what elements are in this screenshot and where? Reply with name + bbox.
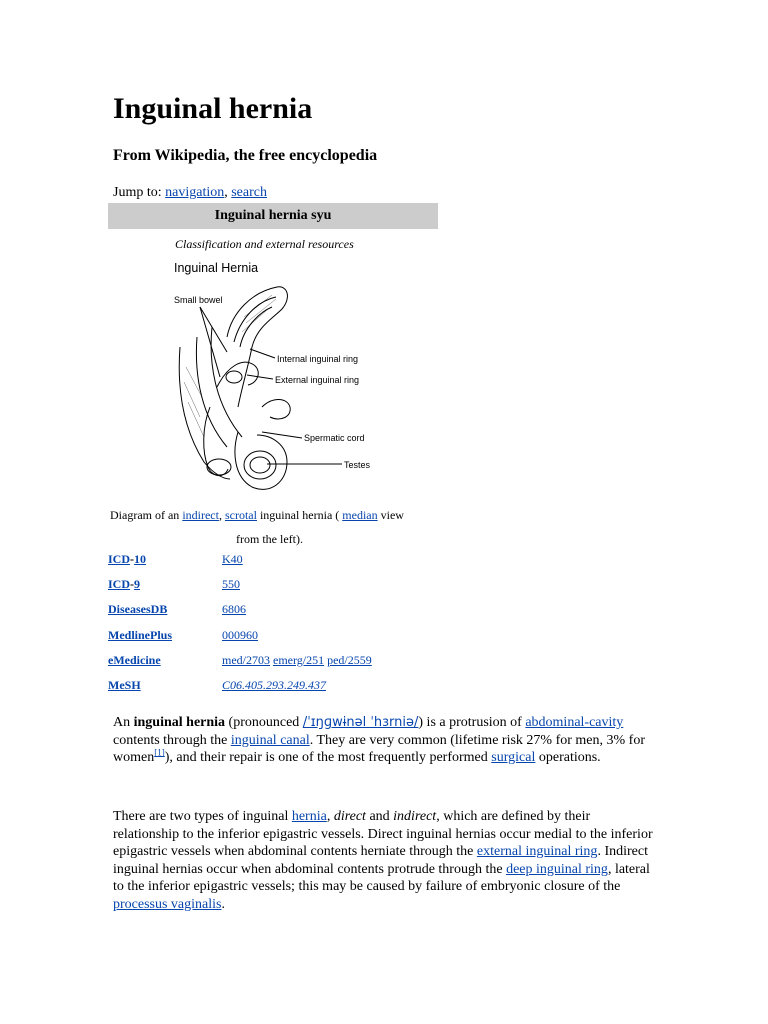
infobox-row-icd9 <box>108 577 448 595</box>
row-key <box>108 552 146 567</box>
text: , <box>326 809 334 824</box>
search-link[interactable]: search <box>231 185 267 200</box>
text: , which are defined by their relationship to the inferior epigastric vessels. Direct inguinal hernias occur medial to the inferior epigastric vessels when abdominal contents herniate through the <box>113 809 653 859</box>
caption-text: , <box>218 508 225 522</box>
jump-separator: , <box>224 185 232 200</box>
mesh-value-link[interactable]: C06.405.293.249.437 <box>222 678 327 692</box>
label-testes: Testes <box>344 460 371 470</box>
medlineplus-link[interactable]: MedlinePlus <box>108 628 173 642</box>
jump-to-bar <box>113 185 267 201</box>
infobox-row-emedicine <box>108 653 448 671</box>
text: ), and their repair is one of the most frequently performed <box>164 750 492 765</box>
diagram-caption <box>110 503 440 551</box>
medlineplus-value-link[interactable]: 000960 <box>222 628 258 642</box>
text: contents through the <box>113 732 231 748</box>
key-separator: - <box>130 577 135 591</box>
infobox-row-medlineplus <box>108 628 448 646</box>
text: , lateral to the inferior epigastric vessels; this may be caused by failure of embryonic closure of the <box>113 861 650 894</box>
hernia-link[interactable]: hernia <box>291 809 327 824</box>
abdominal-cavity-link[interactable]: abdominal-cavity <box>525 715 624 730</box>
infobox-row-icd10 <box>108 552 448 570</box>
diseasesdb-value-link[interactable]: 6806 <box>222 602 246 616</box>
infobox-classification: Classification and external resources <box>175 237 354 251</box>
term-direct: direct <box>333 809 366 824</box>
caption-link-indirect[interactable]: indirect <box>182 508 219 522</box>
icd-link[interactable]: ICD <box>108 552 131 566</box>
icd-10-link[interactable]: 10 <box>134 552 147 566</box>
caption-link-median[interactable]: median <box>342 508 378 522</box>
infobox-row-mesh <box>108 678 448 696</box>
text: . They are very common (lifetime risk 27% for men, 3% for women <box>113 732 645 765</box>
reference-link[interactable]: [1] <box>154 747 165 758</box>
caption-line-2: from the left). <box>236 532 303 546</box>
caption-text: view <box>377 508 404 522</box>
text: and <box>365 809 394 824</box>
external-inguinal-ring-link[interactable]: external inguinal ring <box>476 844 598 859</box>
diagram-title: Inguinal Hernia <box>174 261 259 275</box>
caption-text: inguinal hernia ( <box>256 508 343 522</box>
processus-vaginalis-link[interactable]: processus vaginalis <box>113 896 222 912</box>
surgical-link[interactable]: surgical <box>491 750 536 765</box>
infobox-row-diseasesdb <box>108 602 448 620</box>
caption-text: Diagram of an <box>110 508 183 522</box>
icd-9-link[interactable]: 9 <box>134 577 141 591</box>
jump-prefix: Jump to: <box>113 185 166 200</box>
icd10-value-link[interactable]: K40 <box>222 552 243 566</box>
mesh-link[interactable]: MeSH <box>108 678 141 692</box>
icd9-value-link[interactable]: 550 <box>222 577 240 591</box>
label-spermatic-cord: Spermatic cord <box>304 433 365 443</box>
text: There are two types of inguinal <box>113 809 292 824</box>
deep-inguinal-ring-link[interactable]: deep inguinal ring <box>506 861 608 877</box>
intro-paragraph <box>113 714 658 767</box>
caption-link-scrotal[interactable]: scrotal <box>224 508 257 522</box>
term-indirect: indirect <box>393 809 437 824</box>
pronunciation-link[interactable]: /ˈɪŋɡwɨnəl ˈhɜrniə/ <box>302 715 419 730</box>
text: (pronounced <box>225 715 303 730</box>
text: . Indirect inguinal hernias occur when abdominal contents protrude through the <box>113 844 648 877</box>
row-key <box>108 577 140 592</box>
text: . <box>221 896 225 912</box>
emedicine-med-link[interactable]: med/2703 <box>222 653 270 667</box>
inguinal-canal-link[interactable]: inguinal canal <box>230 732 310 748</box>
emedicine-ped-link[interactable]: ped/2559 <box>327 653 372 667</box>
page-title: Inguinal hernia <box>113 92 313 125</box>
emedicine-link[interactable]: eMedicine <box>108 653 161 667</box>
infobox-header: Inguinal hernia syu <box>108 203 438 229</box>
diseasesdb-link[interactable]: DiseasesDB <box>108 602 168 616</box>
term-bold: inguinal hernia <box>133 715 226 730</box>
inguinal-hernia-diagram <box>172 257 392 497</box>
navigation-link[interactable]: navigation <box>165 185 225 200</box>
key-separator: - <box>130 552 135 566</box>
emedicine-emerg-link[interactable]: emerg/251 <box>273 653 325 667</box>
text: An <box>113 715 134 730</box>
label-internal-ring: Internal inguinal ring <box>277 354 359 364</box>
text: ) is a protrusion of <box>418 715 526 730</box>
text: operations. <box>535 750 601 765</box>
label-small-bowel: Small bowel <box>174 295 223 305</box>
types-paragraph <box>113 808 658 913</box>
icd-link[interactable]: ICD <box>108 577 131 591</box>
label-external-ring: External inguinal ring <box>275 375 360 385</box>
page-subtitle: From Wikipedia, the free encyclopedia <box>113 147 378 164</box>
